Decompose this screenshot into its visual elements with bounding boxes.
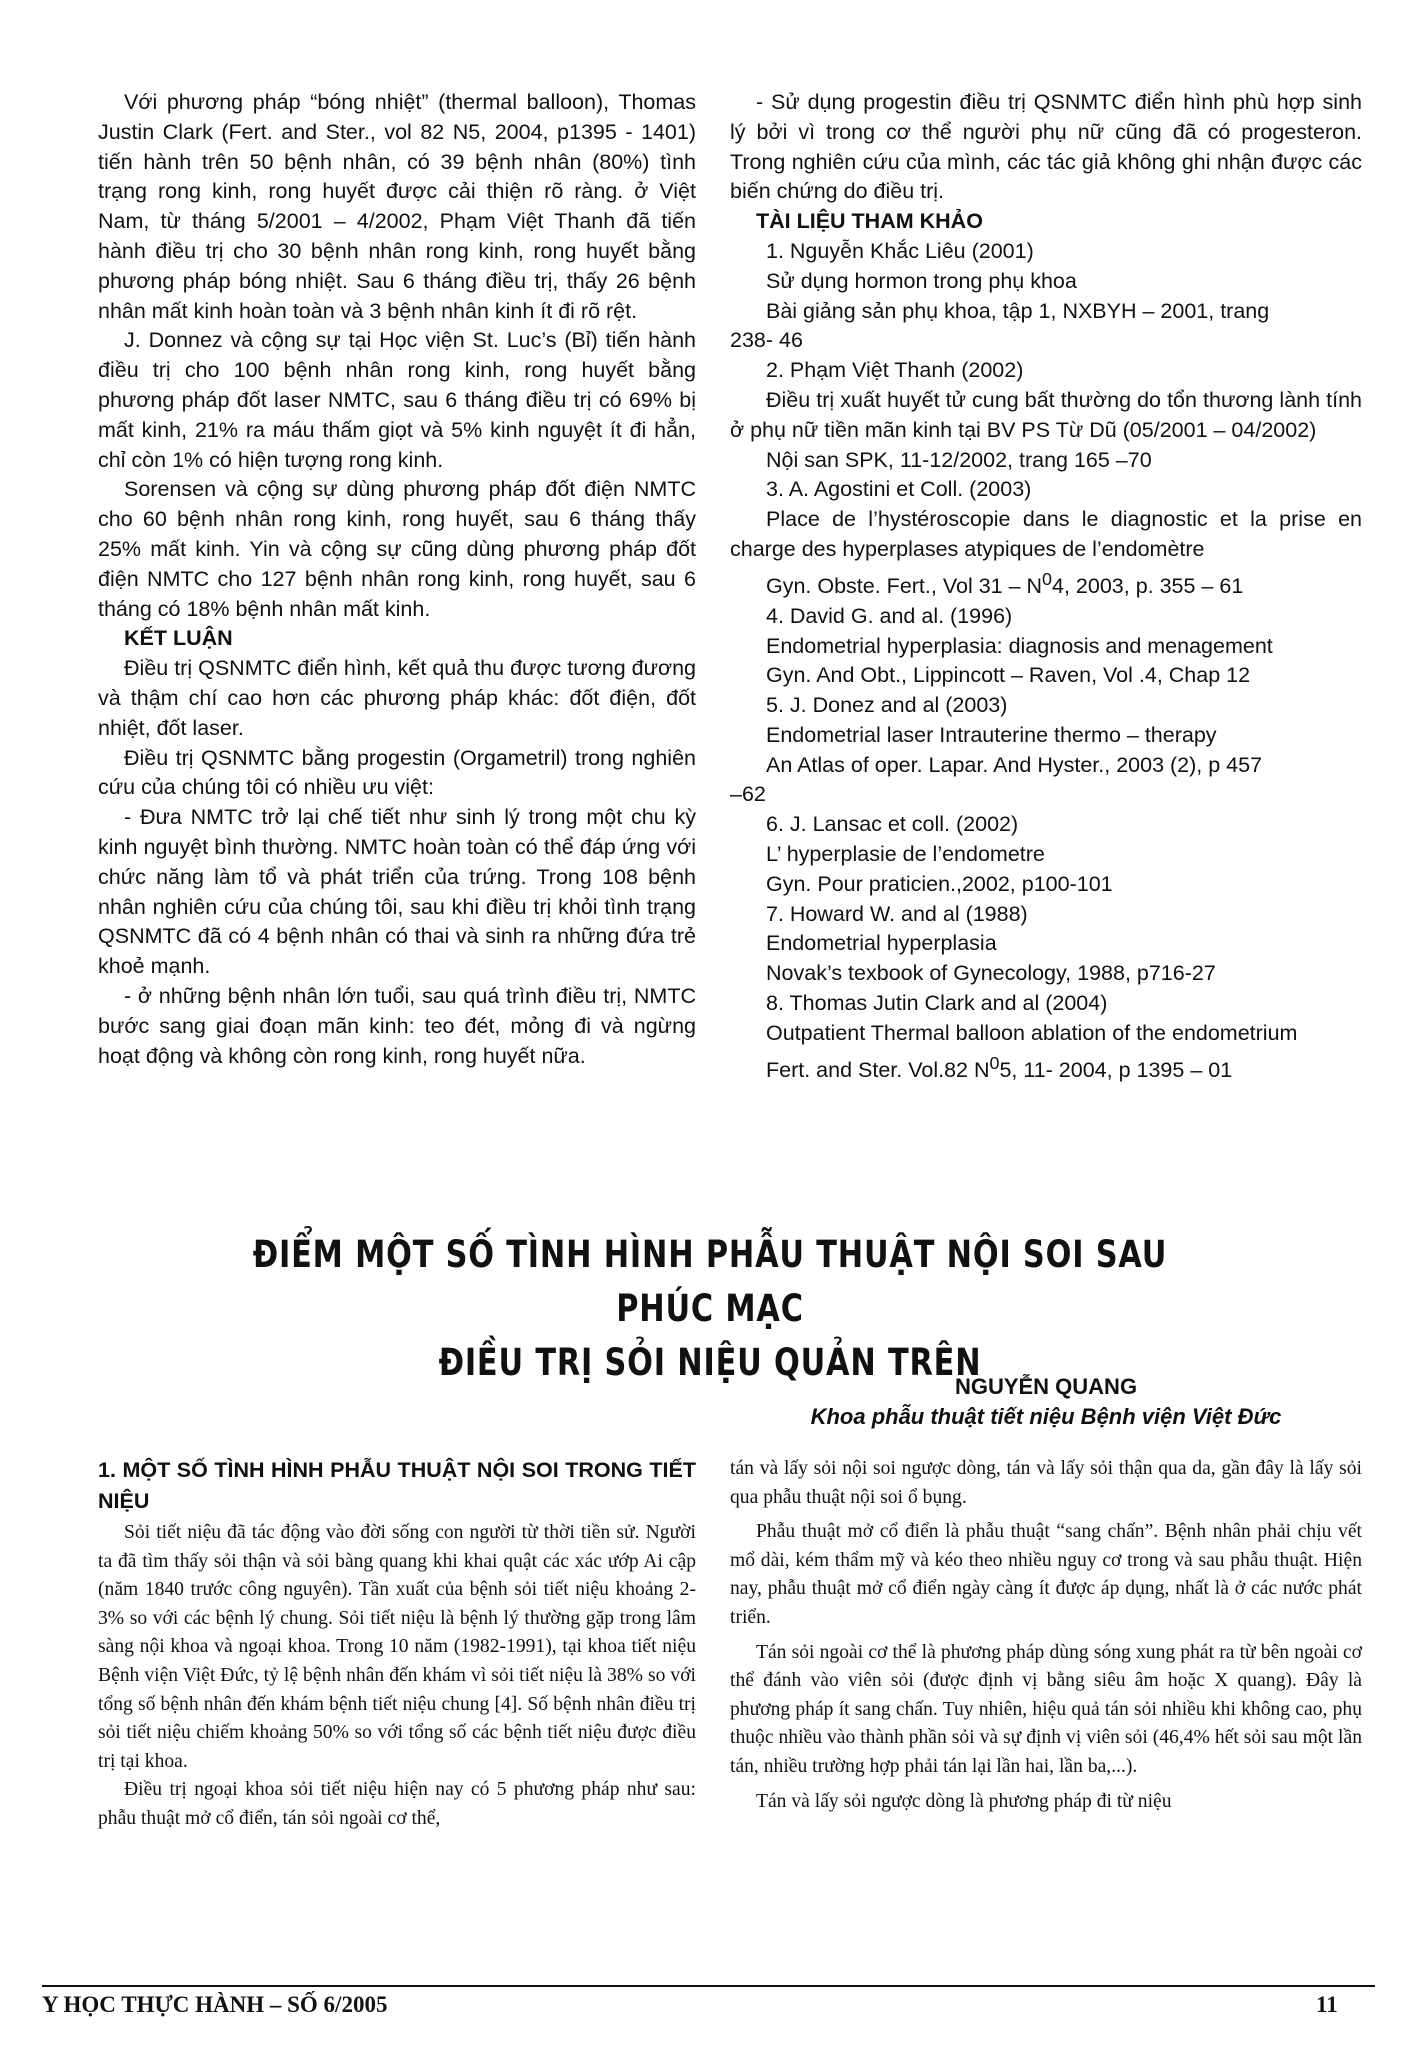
body-paragraph: Phẫu thuật mở cổ điển là phẫu thuật “sang chấn”. Bệnh nhân phải chịu vết mổ dài, kém thẩm mỹ và kéo theo nhiều nguy cơ trong và sau phẫu thuật. Hiện nay, phẫu thuật mở cổ điển ngày càng ít được áp dụng, nhất là ở các nước phát triển. [730,1521,1362,1628]
references-heading: TÀI LIỆU THAM KHẢO [756,209,983,234]
reference-item: Novak’s texbook of Gynecology, 1988, p716-27 [766,961,1216,986]
author-name: NGUYỄN QUANG [954,1374,1138,1399]
reference-item: Gyn. Pour praticien.,2002, p100-101 [766,871,1113,896]
title-line: ĐIỀU TRỊ SỎI NIỆU QUẢN TRÊN [438,1341,982,1384]
reference-item: Nội san SPK, 11-12/2002, trang 165 –70 [766,447,1152,472]
reference-item: Sử dụng hormon trong phụ khoa [766,268,1077,293]
reference-text: Fert. and Ster. Vol.82 N [766,1057,990,1082]
body-paragraph: Điều trị QSNMTC bằng progestin (Orgametril) trong nghiên cứu của chúng tôi có nhiều ưu việt: [98,745,696,800]
reference-item: Điều trị xuất huyết tử cung bất thường do tổn thương lành tính ở phụ nữ tiền mãn kinh tại BV PS Từ Dũ (05/2001 – 04/2002) [730,387,1362,442]
reference-item: 5. J. Donez and al (2003) [766,693,1008,718]
article-title [243,1228,1178,1390]
top-left-column [98,88,696,1071]
body-paragraph: Tán và lấy sỏi ngược dòng là phương pháp đi từ niệu [756,1790,1172,1812]
journal-name: Y HỌC THỰC HÀNH – SỐ 6/2005 [42,1992,388,2017]
title-line: ĐIỂM MỘT SỐ TÌNH HÌNH PHẪU THUẬT NỘI SOI SAU PHÚC MẠC [252,1233,1168,1330]
reference-item: 3. A. Agostini et Coll. (2003) [766,477,1032,502]
footer-divider [42,1985,1375,1987]
body-paragraph: Sỏi tiết niệu đã tác động vào đời sống con người từ thời tiền sử. Người ta đã tìm thấy sỏi thận và sỏi bàng quang khi khai quật các xác ướp Ai cập (năm 1840 trước công nguyên). Tần xuất của bệnh sỏi tiết niệu khoảng 2-3% so với các bệnh lý chung. Sỏi tiết niệu là bệnh lý thường gặp trong lâm sàng nội khoa và ngoại khoa. Trong 10 năm (1982-1991), tại khoa tiết niệu Bệnh viện Việt Đức, tỷ lệ bệnh nhân đến khám vì sỏi tiết niệu là 38% so với tổng số bệnh nhân đến khám bệnh tiết niệu chung [4]. Số bệnh nhân điều trị sỏi tiết niệu chiếm khoảng 50% so với tổng số các bệnh tiết niệu được điều trị tại khoa. [98,1522,696,1772]
reference-item: 2. Phạm Việt Thanh (2002) [766,358,1024,383]
reference-item [730,1049,1362,1086]
reference-item: Endometrial hyperplasia [766,931,997,956]
reference-text: Gyn. Obste. Fert., Vol 31 – N [766,573,1043,598]
reference-item: 7. Howard W. and al (1988) [766,901,1028,926]
reference-item: Place de l’hystéroscopie dans le diagnostic et la prise en charge des hyperplases atypiques de l’endomètre [730,507,1362,561]
reference-item: 238- 46 [730,328,803,353]
bottom-right-column [730,1455,1362,1822]
reference-item: Bài giảng sản phụ khoa, tập 1, NXBYH – 2001, trang [766,298,1270,323]
top-right-column [730,88,1362,1086]
body-paragraph: Điều trị QSNMTC điển hình, kết quả thu được tương đương và thậm chí cao hơn các phương pháp khác: đốt điện, đốt nhiệt, đốt laser. [98,656,696,740]
reference-text: 4, 2003, p. 355 – 61 [1052,573,1244,598]
reference-item: 1. Nguyễn Khắc Liêu (2001) [766,238,1034,263]
body-paragraph: J. Donnez và cộng sự tại Học viện St. Luc’s (Bỉ) tiến hành điều trị cho 100 bệnh nhân rong kinh, rong huyết bằng phương pháp đốt laser NMTC, sau 6 tháng điều trị có 69% bị mất kinh, 21% ra máu thấm giọt và 5% kinh nguyệt ít đi hẳn, chỉ còn 1% có hiện tượng rong kinh. [98,328,696,472]
body-paragraph: tán và lấy sỏi nội soi ngược dòng, tán và lấy sỏi thận qua da, gần đây là lấy sỏi qua phẫu thuật nội soi ổ bụng. [730,1458,1362,1508]
reference-item [730,565,1362,602]
reference-item: An Atlas of oper. Lapar. And Hyster., 2003 (2), p 457 [766,752,1263,777]
reference-item: 4. David G. and al. (1996) [766,603,1013,628]
body-paragraph: Điều trị ngoại khoa sỏi tiết niệu hiện nay có 5 phương pháp như sau: phẫu thuật mở cổ điển, tán sỏi ngoài cơ thể, [98,1779,696,1829]
superscript: 0 [989,1052,1000,1073]
reference-item: 8. Thomas Jutin Clark and al (2004) [766,991,1108,1016]
reference-item: Endometrial hyperplasia: diagnosis and menagement [766,633,1273,658]
reference-item: 6. J. Lansac et coll. (2002) [766,812,1019,837]
body-paragraph: Với phương pháp “bóng nhiệt” (thermal balloon), Thomas Justin Clark (Fert. and Ster., vol 82 N5, 2004, p1395 - 1401) tiến hành trên 50 bệnh nhân, có 39 bệnh nhân (80%) tình trạng rong kinh, rong huyết được cải thiện rõ ràng. ở Việt Nam, từ tháng 5/2001 – 4/2002, Phạm Việt Thanh đã tiến hành điều trị cho 30 bệnh nhân rong kinh, rong huyết bằng phương pháp bóng nhiệt. Sau 6 tháng điều trị, thấy 26 bệnh nhân mất kinh hoàn toàn và 3 bệnh nhân kinh ít đi rõ rệt. [98,90,696,323]
reference-item: Gyn. And Obt., Lippincott – Raven, Vol .4, Chap 12 [766,663,1251,688]
body-paragraph: Sorensen và cộng sự dùng phương pháp đốt điện NMTC cho 60 bệnh nhân rong kinh, rong huyết, sau 6 tháng thấy 25% mất kinh. Yin và cộng sự cũng dùng phương pháp đốt điện NMTC cho 127 bệnh nhân rong kinh, rong huyết, sau 6 tháng có 18% bệnh nhân mất kinh. [98,477,696,621]
page-number: 11 [1316,1992,1338,2017]
author-affiliation: Khoa phẫu thuật tiết niệu Bệnh viện Việt Đức [810,1404,1282,1429]
reference-item: Outpatient Thermal balloon ablation of the endometrium [766,1020,1298,1045]
reference-text: 5, 11- 2004, p 1395 – 01 [999,1057,1233,1082]
reference-item: –62 [730,782,766,807]
section-heading: 1. MỘT SỐ TÌNH HÌNH PHẪU THUẬT NỘI SOI TRONG TIẾT NIỆU [98,1458,696,1513]
body-paragraph: Tán sỏi ngoài cơ thể là phương pháp dùng sóng xung phát ra từ bên ngoài cơ thể đánh vào viên sỏi (được định vị bằng siêu âm hoặc X quang). Đây là phương pháp ít sang chấn. Tuy nhiên, hiệu quả tán sỏi nhiều khi không cao, phụ thuộc nhiều vào thành phần sỏi và sự định vị viên sỏi (46,4% hết sỏi sau một lần tán, nhiều trường hợp phải tán lại lần hai, lần ba,...). [730,1641,1362,1777]
reference-list [730,237,1362,1086]
body-paragraph: - Đưa NMTC trở lại chế tiết như sinh lý trong một chu kỳ kinh nguyệt bình thường. NMTC hoàn toàn có thể đáp ứng với chức năng làm tổ và phát triển của trứng. Trong 108 bệnh nhân nghiên cứu của chúng tôi, sau khi điều trị khỏi tình trạng QSNMTC đã có 4 bệnh nhân có thai và sinh ra những đứa trẻ khoẻ mạnh. [98,805,696,979]
body-paragraph: - ở những bệnh nhân lớn tuổi, sau quá trình điều trị, NMTC bước sang giai đoạn mãn kinh: teo đét, mỏng đi và ngừng hoạt động và không còn rong kinh, rong huyết nữa. [98,983,696,1068]
author-block [766,1372,1326,1432]
reference-item: Endometrial laser Intrauterine thermo – therapy [766,722,1217,747]
conclusion-heading: KẾT LUẬN [124,626,233,651]
body-paragraph: - Sử dụng progestin điều trị QSNMTC điển hình phù hợp sinh lý bởi vì trong cơ thể người phụ nữ cũng đã có progesteron. Trong nghiên cứu của mình, các tác giả không ghi nhận được các biến chứng do điều trị. [730,90,1362,204]
superscript: 0 [1042,568,1053,589]
bottom-left-column [98,1455,696,1834]
reference-item: L’ hyperplasie de l’endometre [766,842,1045,867]
